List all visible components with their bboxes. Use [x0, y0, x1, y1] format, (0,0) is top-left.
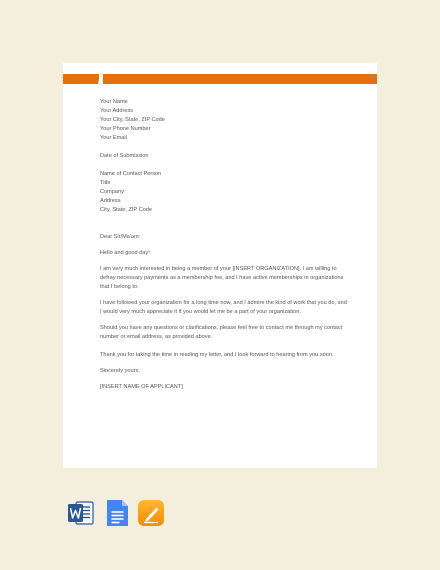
sender-city: Your City, State, ZIP Code [100, 117, 165, 123]
header-band-right [103, 74, 377, 84]
word-icon[interactable] [67, 499, 95, 527]
paragraph-2: I have followed your organization for a long time now, and I admire the kind of work that you do, and I would very much appreciate it if you would let me be a part of your organization. [100, 300, 347, 315]
sender-phone: Your Phone Number [100, 126, 151, 132]
letter-page [63, 63, 377, 468]
salutation: Dear Sir/Ma'am: [100, 234, 141, 240]
paragraph-1: I am very much interested in being a member of your [INSERT ORGANIZATION]. I am willing to defray necessary payments as a membership fee, and I have active memberships in organizations that I belong to. [100, 266, 344, 290]
paragraph-4: Thank you for taking the time in reading my letter, and I look forward to hearing from you soon. [100, 352, 334, 358]
letter-date: Date of Submission [100, 153, 149, 159]
letter-body [100, 98, 348, 392]
greeting: Hello and good day! [100, 250, 150, 256]
recipient-company: Company [100, 189, 124, 195]
google-docs-icon[interactable] [103, 499, 131, 527]
sender-address: Your Address [100, 108, 134, 114]
closing: Sincerely yours, [100, 368, 140, 374]
sender-email: Your Email [100, 135, 127, 141]
recipient-title: Title [100, 180, 111, 186]
recipient-city: City, State, ZIP Code [100, 207, 153, 213]
apple-pages-icon[interactable] [137, 499, 165, 527]
paragraph-3: Should you have any questions or clarifications, please feel free to contact me through my contact number or email address, as provided above. [100, 325, 343, 340]
signature: [INSERT NAME OF APPLICANT] [100, 384, 183, 390]
format-icons [0, 499, 440, 529]
sender-name: Your Name [100, 99, 128, 105]
recipient-address: Address [100, 198, 121, 204]
recipient-contact: Name of Contact Person [100, 171, 162, 177]
header-band-left [63, 74, 99, 84]
